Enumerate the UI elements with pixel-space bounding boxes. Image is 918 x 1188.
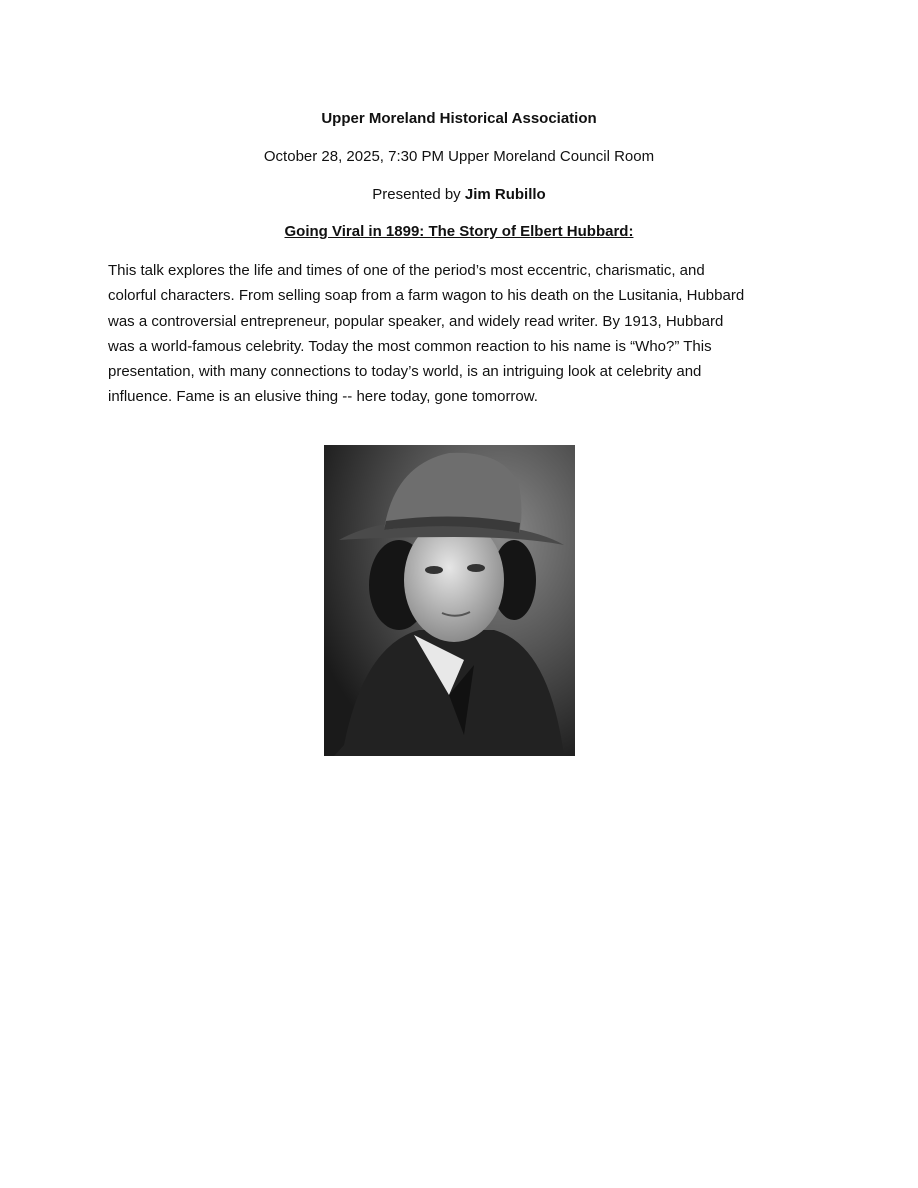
description-paragraph (108, 258, 808, 410)
presenter-name: Jim Rubillo (464, 186, 546, 203)
event-details: October 28, 2025, 7:30 PM Upper Moreland Council Room (263, 148, 655, 165)
presented-by-label: Presented by (372, 186, 465, 203)
presenter-line (0, 186, 918, 203)
description-line: presentation, with many connections to today’s world, is an intriguing look at celebrity and (108, 363, 702, 381)
description-line: This talk explores the life and times of one of the period’s most eccentric, charismatic, and (108, 262, 705, 279)
portrait-photo (324, 445, 575, 756)
talk-title (0, 223, 918, 240)
description-line: was a controversial entrepreneur, popular speaker, and widely read writer. By 1913, Hubbard (108, 312, 724, 330)
organization-name: Upper Moreland Historical Association (321, 110, 597, 127)
description-line: was a world-famous celebrity. Today the most common reaction to his name is “Who?” This (108, 337, 712, 355)
description-line: influence. Fame is an elusive thing -- here today, gone tomorrow. (108, 388, 538, 406)
talk-title-text: Going Viral in 1899: The Story of Elbert Hubbard: (284, 223, 634, 240)
description-line: colorful characters. From selling soap from a farm wagon to his death on the Lusitania, Hubbard (108, 287, 745, 305)
